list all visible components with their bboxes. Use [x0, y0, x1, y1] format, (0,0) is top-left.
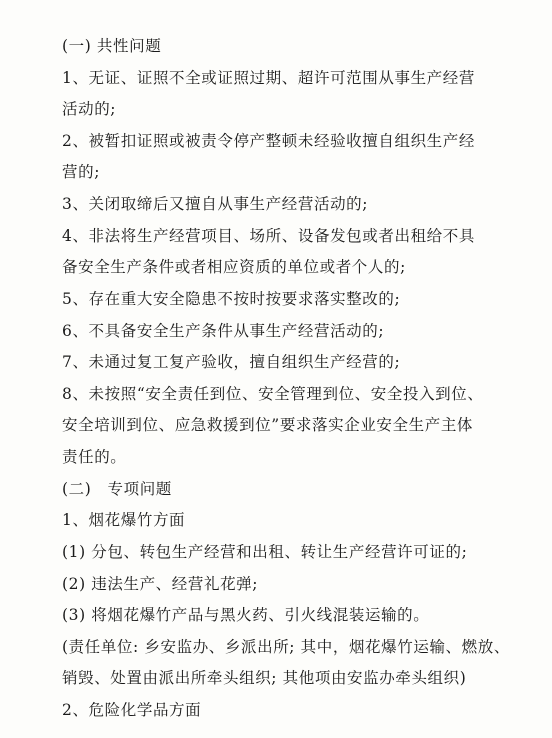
section-heading-special: (二) 专项问题 — [62, 480, 172, 498]
list-item-3: 3、关闭取缔后又擅自从事生产经营活动的; — [62, 195, 369, 213]
fireworks-item-3: (3) 将烟花爆竹产品与黑火药、引火线混装运输的。 — [62, 606, 430, 624]
responsibility-note: (责任单位: 乡安监办、乡派出所; 其中，烟花爆竹运输、燃放、 — [62, 638, 510, 656]
fireworks-item-2: (2) 违法生产、经营礼花弹; — [62, 575, 259, 593]
list-item-8: 8、未按照“安全责任到位、安全管理到位、安全投入到位、 — [62, 385, 484, 403]
subsection-hazardous-chemicals: 2、危险化学品方面 — [62, 701, 202, 719]
list-item-2: 2、被暂扣证照或被责令停产整顿未经验收擅自组织生产经 — [62, 132, 475, 150]
fireworks-item-1: (1) 分包、转包生产经营和出租、转让生产经营许可证的; — [62, 543, 468, 561]
list-item-4: 4、非法将生产经营项目、场所、设备发包或者出租给不具 — [62, 227, 475, 245]
list-item-2-cont: 营的; — [62, 163, 101, 181]
list-item-6: 6、不具备安全生产条件从事生产经营活动的; — [62, 322, 385, 340]
list-item-8-cont-1: 安全培训到位、应急救援到位”要求落实企业安全生产主体 — [62, 416, 474, 434]
list-item-5: 5、存在重大安全隐患不按时按要求落实整改的; — [62, 290, 401, 308]
subsection-fireworks: 1、烟花爆竹方面 — [62, 511, 186, 529]
list-item-1-cont: 活动的; — [62, 100, 117, 118]
list-item-1: 1、无证、证照不全或证照过期、超许可范围从事生产经营 — [62, 69, 475, 87]
list-item-8-cont-2: 责任的。 — [62, 448, 127, 466]
list-item-7: 7、未通过复工复产验收，擅自组织生产经营的; — [62, 353, 401, 371]
list-item-4-cont: 备安全生产条件或者相应资质的单位或者个人的; — [62, 258, 406, 276]
section-heading-common: (一) 共性问题 — [62, 37, 162, 55]
responsibility-note-cont: 销毁、处置由派出所牵头组织; 其他项由安监办牵头组织) — [62, 669, 467, 687]
